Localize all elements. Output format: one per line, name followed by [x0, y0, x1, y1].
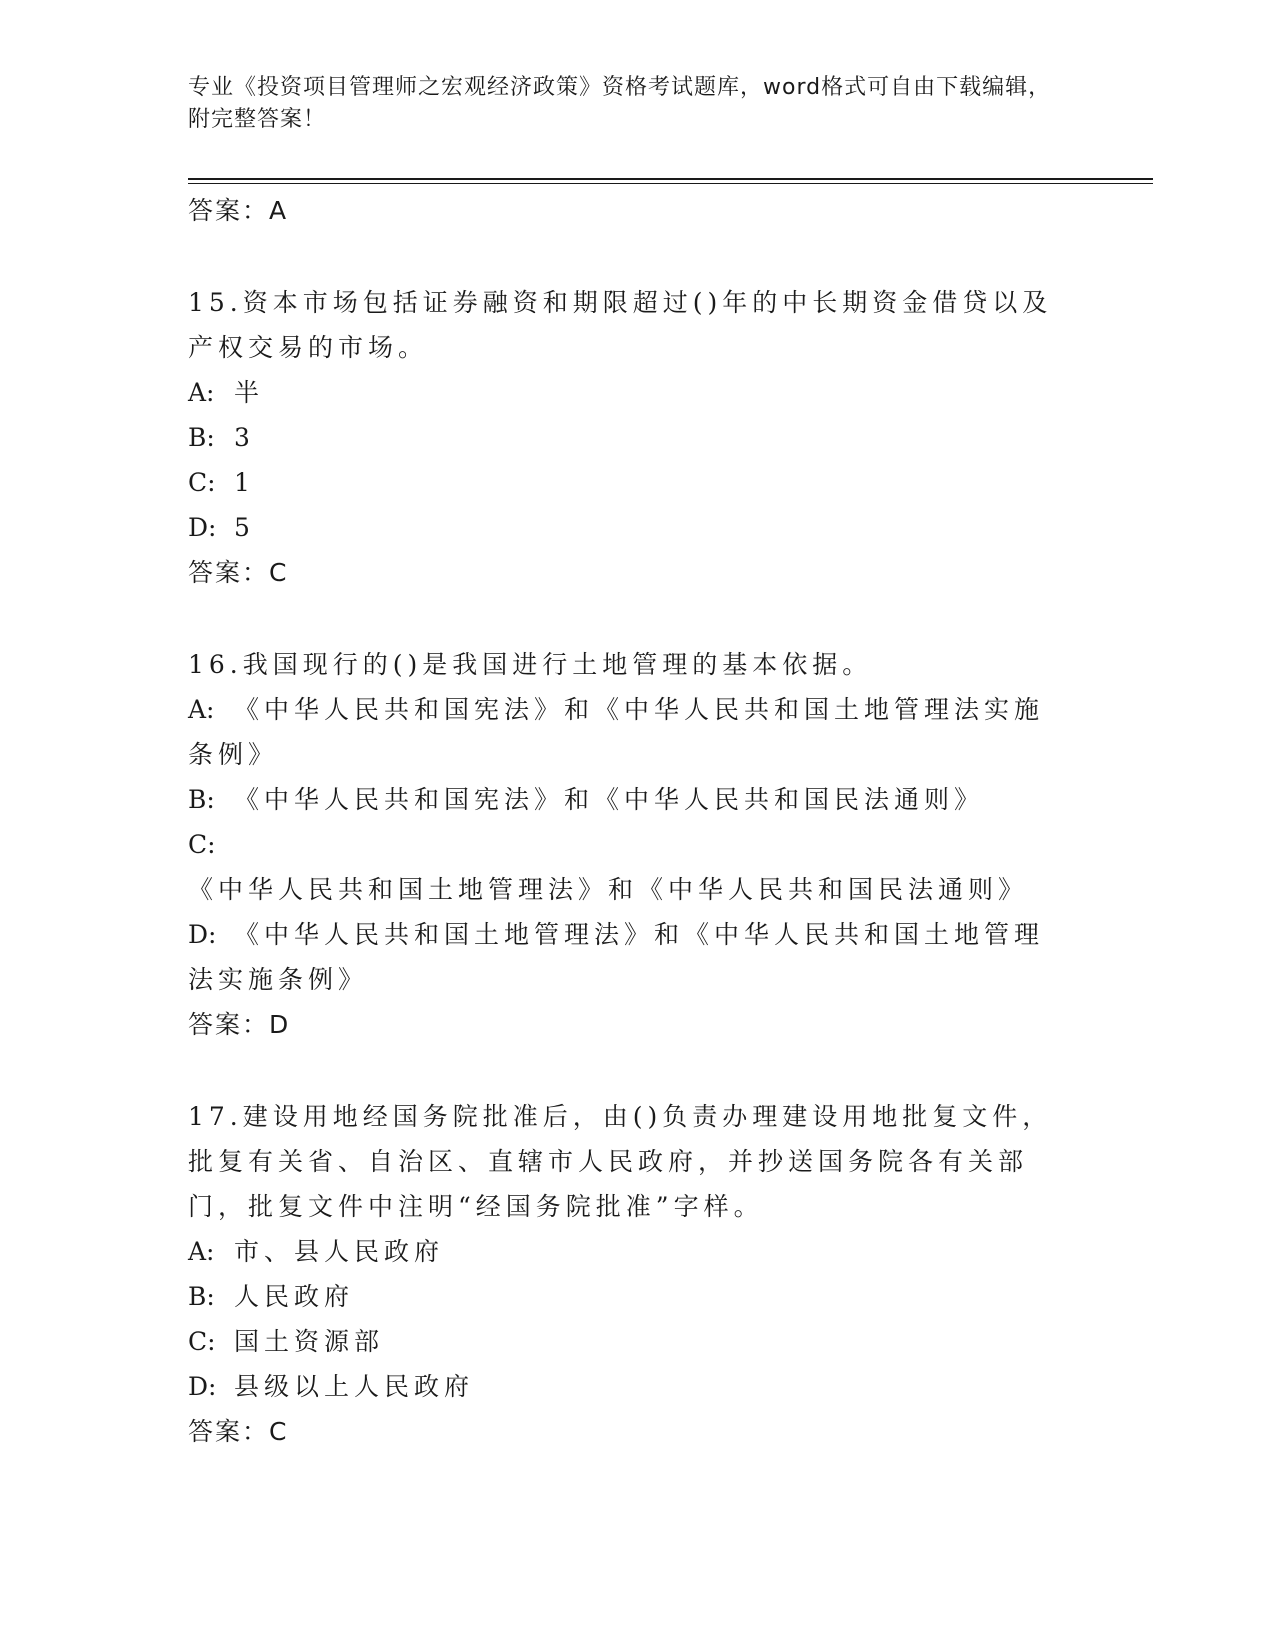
option-a [188, 1229, 1068, 1274]
option-text: 县级以上人民政府 [234, 1372, 475, 1401]
question-16 [188, 642, 1088, 1048]
option-text: 《中华人民共和国宪法》和《中华人民共和国土地管理法实施条例》 [188, 695, 1045, 769]
option-b [188, 415, 1068, 460]
option-letter: B: [188, 1282, 215, 1311]
option-b [188, 777, 1068, 822]
header-note: 专业《投资项目管理师之宏观经济政策》资格考试题库，word格式可自由下载编辑，附完整答案！ [188, 75, 1052, 132]
question-text: 15.资本市场包括证券融资和期限超过()年的中长期资金借贷以及产权交易的市场。 [188, 288, 1053, 362]
option-text: 3 [234, 423, 255, 452]
option-text: 半 [234, 378, 265, 407]
option-letter: A: [188, 695, 215, 724]
option-letter: B: [188, 423, 215, 452]
option-letter: C: [188, 1327, 216, 1356]
option-text: 人民政府 [234, 1282, 355, 1311]
option-a [188, 370, 1068, 415]
option-c [188, 460, 1068, 505]
question-15 [188, 280, 1088, 596]
option-letter: C: [188, 830, 216, 859]
option-letter: C: [188, 468, 216, 497]
option-d [188, 505, 1068, 550]
option-text: 《中华人民共和国宪法》和《中华人民共和国民法通则》 [234, 785, 985, 814]
option-letter: A: [188, 1237, 215, 1266]
option-text: 《中华人民共和国土地管理法》和《中华人民共和国土地管理法实施条例》 [188, 920, 1045, 994]
answer: 答案：C [188, 1417, 289, 1446]
previous-answer: 答案：A [188, 196, 289, 225]
option-letter: D: [188, 513, 217, 542]
option-text: 5 [234, 513, 255, 542]
option-d [188, 912, 1068, 1002]
option-text: 市、县人民政府 [234, 1237, 445, 1266]
option-text: 《中华人民共和国土地管理法》和《中华人民共和国民法通则》 [188, 875, 1029, 904]
header-divider-thin [188, 183, 1153, 184]
question-list [188, 188, 1088, 1455]
answer: 答案：D [188, 1010, 291, 1039]
header-divider [188, 178, 1153, 180]
option-c [188, 822, 1068, 912]
option-letter: D: [188, 920, 217, 949]
option-text: 国土资源部 [234, 1327, 385, 1356]
option-a [188, 687, 1068, 777]
question-text: 16.我国现行的()是我国进行土地管理的基本依据。 [188, 650, 873, 679]
option-text: 1 [234, 468, 255, 497]
option-d [188, 1364, 1068, 1409]
option-letter: B: [188, 785, 215, 814]
answer: 答案：C [188, 558, 289, 587]
question-text: 17.建设用地经国务院批准后，由()负责办理建设用地批复文件，批复有关省、自治区、直辖市人民政府，并抄送国务院各有关部门，批复文件中注明“经国务院批准”字样。 [188, 1102, 1053, 1221]
question-17 [188, 1094, 1088, 1455]
option-letter: A: [188, 378, 215, 407]
option-c [188, 1319, 1068, 1364]
option-b [188, 1274, 1068, 1319]
option-letter: D: [188, 1372, 217, 1401]
